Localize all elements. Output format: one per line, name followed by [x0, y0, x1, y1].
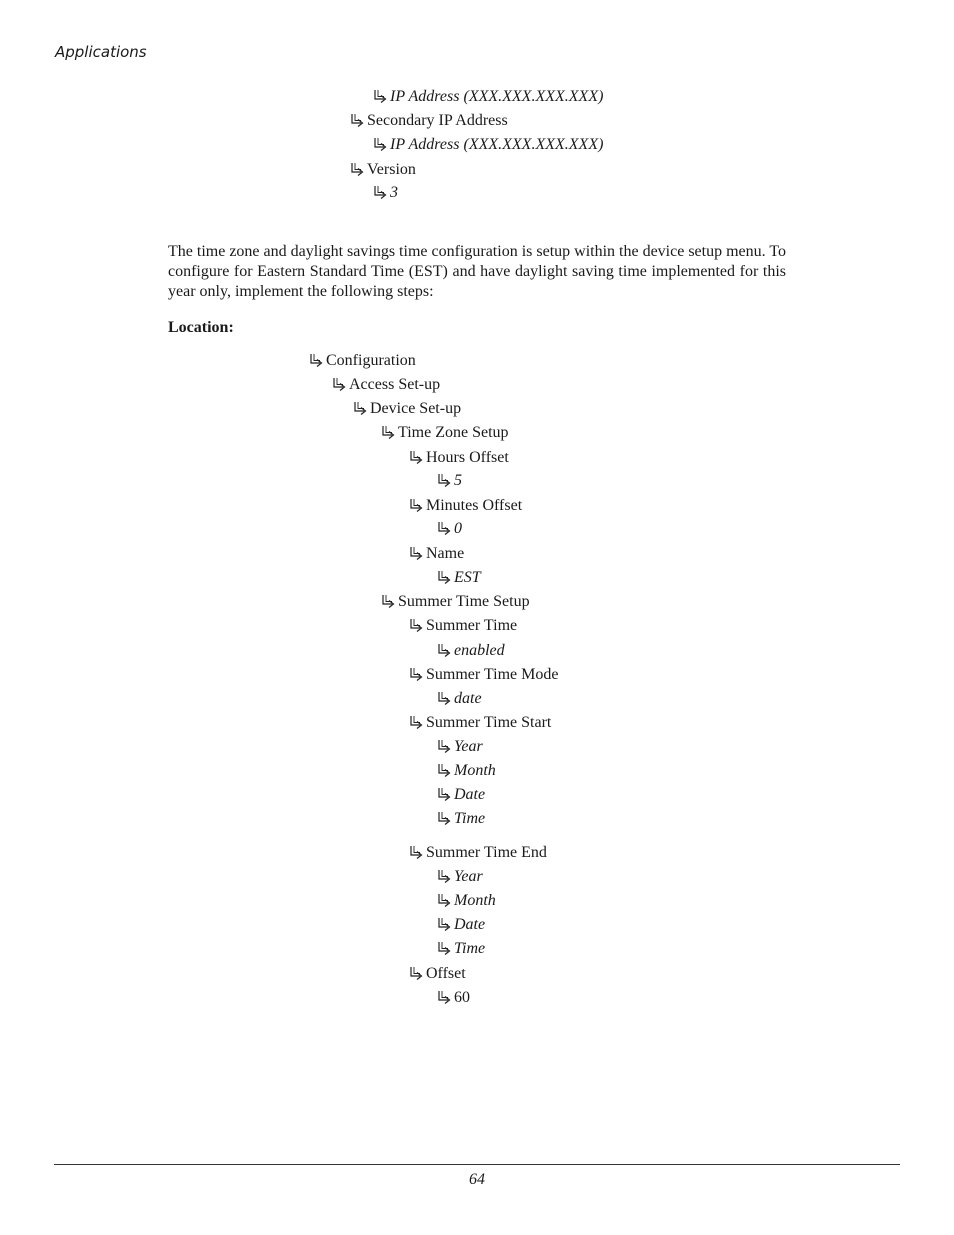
tree-item: [352, 399, 461, 419]
tree-item: [436, 737, 483, 757]
running-header: Applications: [55, 43, 147, 61]
tree-item: [372, 87, 603, 107]
tree-item: [436, 915, 485, 935]
tree-item-label: IP Address (XXX.XXX.XXX.XXX): [390, 136, 604, 153]
tree-item: [349, 111, 508, 131]
tree-item: [436, 988, 470, 1008]
tree-item-label: IP Address (XXX.XXX.XXX.XXX): [390, 88, 604, 105]
tree-item: [436, 761, 496, 781]
tree-item: [408, 544, 464, 564]
hook-arrow-icon: [408, 450, 425, 467]
tree-item-label: Year: [454, 738, 483, 755]
tree-item: [349, 160, 416, 180]
tree-item-label: Device Set-up: [370, 400, 462, 417]
tree-item: [372, 135, 603, 155]
tree-item-label: Time: [454, 940, 486, 957]
tree-item: [436, 519, 462, 539]
hook-arrow-icon: [408, 667, 425, 684]
tree-item: [380, 423, 509, 443]
hook-arrow-icon: [436, 473, 453, 490]
hook-arrow-icon: [408, 618, 425, 635]
hook-arrow-icon: [436, 990, 453, 1007]
hook-arrow-icon: [436, 811, 453, 828]
tree-item: [436, 689, 482, 709]
hook-arrow-icon: [436, 570, 453, 587]
hook-arrow-icon: [349, 113, 366, 130]
hook-arrow-icon: [380, 594, 397, 611]
hook-arrow-icon: [436, 521, 453, 538]
tree-item-label: Year: [454, 868, 483, 885]
tree-item-label: Secondary IP Address: [367, 112, 508, 129]
footer-divider: [54, 1164, 900, 1165]
tree-item-label: 60: [454, 989, 470, 1006]
tree-item: [380, 592, 530, 612]
tree-item-label: EST: [454, 569, 481, 586]
tree-item-label: Time Zone Setup: [398, 424, 509, 441]
hook-arrow-icon: [408, 715, 425, 732]
tree-item-label: Minutes Offset: [426, 497, 523, 514]
tree-item-label: 3: [390, 184, 398, 201]
tree-item: [408, 964, 466, 984]
tree-item-label: enabled: [454, 642, 505, 659]
hook-arrow-icon: [408, 966, 425, 983]
hook-arrow-icon: [372, 185, 389, 202]
hook-arrow-icon: [436, 691, 453, 708]
hook-arrow-icon: [372, 89, 389, 106]
hook-arrow-icon: [308, 353, 325, 370]
hook-arrow-icon: [436, 739, 453, 756]
tree-item: [436, 785, 485, 805]
tree-item: [436, 568, 481, 588]
page-number: 64: [469, 1171, 485, 1188]
tree-item: [408, 496, 522, 516]
hook-arrow-icon: [436, 893, 453, 910]
hook-arrow-icon: [436, 941, 453, 958]
tree-item-label: Month: [454, 762, 496, 779]
tree-item: [408, 665, 558, 685]
tree-item-label: 0: [454, 520, 462, 537]
tree-item-label: Configuration: [326, 352, 416, 369]
tree-item-label: Name: [426, 545, 465, 562]
hook-arrow-icon: [436, 917, 453, 934]
tree-item-label: Version: [367, 161, 416, 178]
tree-item: [331, 375, 440, 395]
tree-item-label: Summer Time: [426, 617, 518, 634]
hook-arrow-icon: [380, 425, 397, 442]
tree-item: [436, 641, 505, 661]
hook-arrow-icon: [349, 162, 366, 179]
tree-item-label: Summer Time End: [426, 844, 547, 861]
tree-item: [436, 939, 485, 959]
tree-item: [408, 616, 517, 636]
tree-item-label: Summer Time Setup: [398, 593, 530, 610]
tree-item: [408, 843, 547, 863]
hook-arrow-icon: [408, 546, 425, 563]
tree-item-label: Access Set-up: [349, 376, 441, 393]
hook-arrow-icon: [408, 845, 425, 862]
tree-item: [436, 471, 462, 491]
hook-arrow-icon: [352, 401, 369, 418]
tree-item-label: Date: [454, 786, 486, 803]
tree-item-label: Month: [454, 892, 496, 909]
body-paragraph: The time zone and daylight savings time configuration is setup within the device setup menu. To configure for Eastern Standard Time (EST) and have daylight saving time implemented for this year only, implement the following steps:: [168, 243, 787, 300]
tree-item: [372, 183, 398, 203]
location-heading: Location:: [168, 319, 234, 336]
tree-item: [308, 351, 416, 371]
tree-item: [436, 891, 496, 911]
tree-item-label: Summer Time Start: [426, 714, 552, 731]
tree-item-label: Offset: [426, 965, 466, 982]
hook-arrow-icon: [436, 787, 453, 804]
hook-arrow-icon: [331, 377, 348, 394]
hook-arrow-icon: [436, 643, 453, 660]
tree-item-label: 5: [454, 472, 462, 489]
tree-item: [436, 809, 485, 829]
tree-item-label: Summer Time Mode: [426, 666, 559, 683]
tree-item-label: Date: [454, 916, 486, 933]
tree-item: [436, 867, 483, 887]
hook-arrow-icon: [436, 869, 453, 886]
hook-arrow-icon: [408, 498, 425, 515]
tree-item: [408, 448, 509, 468]
hook-arrow-icon: [372, 137, 389, 154]
tree-item-label: date: [454, 690, 482, 707]
hook-arrow-icon: [436, 763, 453, 780]
tree-item-label: Time: [454, 810, 486, 827]
tree-item: [408, 713, 551, 733]
tree-item-label: Hours Offset: [426, 449, 509, 466]
